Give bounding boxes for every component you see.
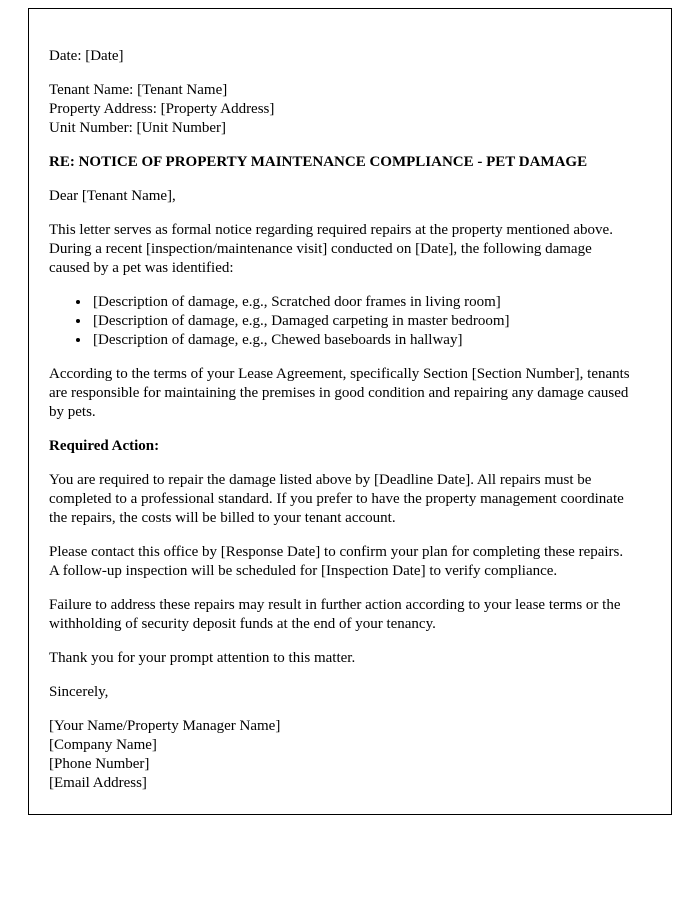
unit-number-line: Unit Number: [Unit Number] (49, 120, 227, 136)
repair-paragraph: You are required to repair the damage listed above by [Deadline Date]. All repairs must be completed to a professional standard. If you prefer to have the property management coordinate the repairs, the costs will be billed to your tenant account. (49, 472, 624, 526)
contact-paragraph: Please contact this office by [Response Date] to confirm your plan for completing these repairs. A follow-up inspection will be scheduled for [Inspection Date] to verify compliance. (49, 544, 624, 579)
salutation: Dear [Tenant Name], (49, 188, 176, 204)
damage-item: • [Description of damage, e.g., Chewed baseboards in hallway] (91, 331, 633, 350)
signature-phone-line: [Phone Number] (49, 756, 150, 772)
subject-line: RE: NOTICE OF PROPERTY MAINTENANCE COMPLIANCE - PET DAMAGE (49, 154, 588, 170)
failure-paragraph: Failure to address these repairs may result in further action according to your lease terms or the withholding of security deposit funds at the end of your tenancy. (49, 597, 621, 632)
signature-block (49, 717, 633, 793)
damage-item: • [Description of damage, e.g., Scratched door frames in living room] (91, 293, 633, 312)
signature-company-line: [Company Name] (49, 737, 157, 753)
damage-item: • [Description of damage, e.g., Damaged carpeting in master bedroom] (91, 312, 633, 331)
date-line: Date: [Date] (49, 48, 124, 64)
lease-paragraph: According to the terms of your Lease Agreement, specifically Section [Section Number], tenants are responsible for maintaining the premises in good condition and repairing any damage caused by pets. (49, 366, 630, 420)
recipient-block (49, 81, 633, 138)
letter-page (28, 8, 672, 815)
property-address-line: Property Address: [Property Address] (49, 101, 275, 117)
signature-name-line: [Your Name/Property Manager Name] (49, 718, 281, 734)
required-action-heading: Required Action: (49, 438, 160, 454)
signoff: Sincerely, (49, 684, 109, 700)
thank-you-line: Thank you for your prompt attention to this matter. (49, 650, 356, 666)
damage-list (49, 293, 633, 350)
intro-paragraph: This letter serves as formal notice regarding required repairs at the property mentioned above. During a recent [inspection/maintenance visit] conducted on [Date], the following damage caused by a pet was identified: (49, 222, 613, 276)
tenant-name-line: Tenant Name: [Tenant Name] (49, 82, 228, 98)
signature-email-line: [Email Address] (49, 775, 147, 791)
